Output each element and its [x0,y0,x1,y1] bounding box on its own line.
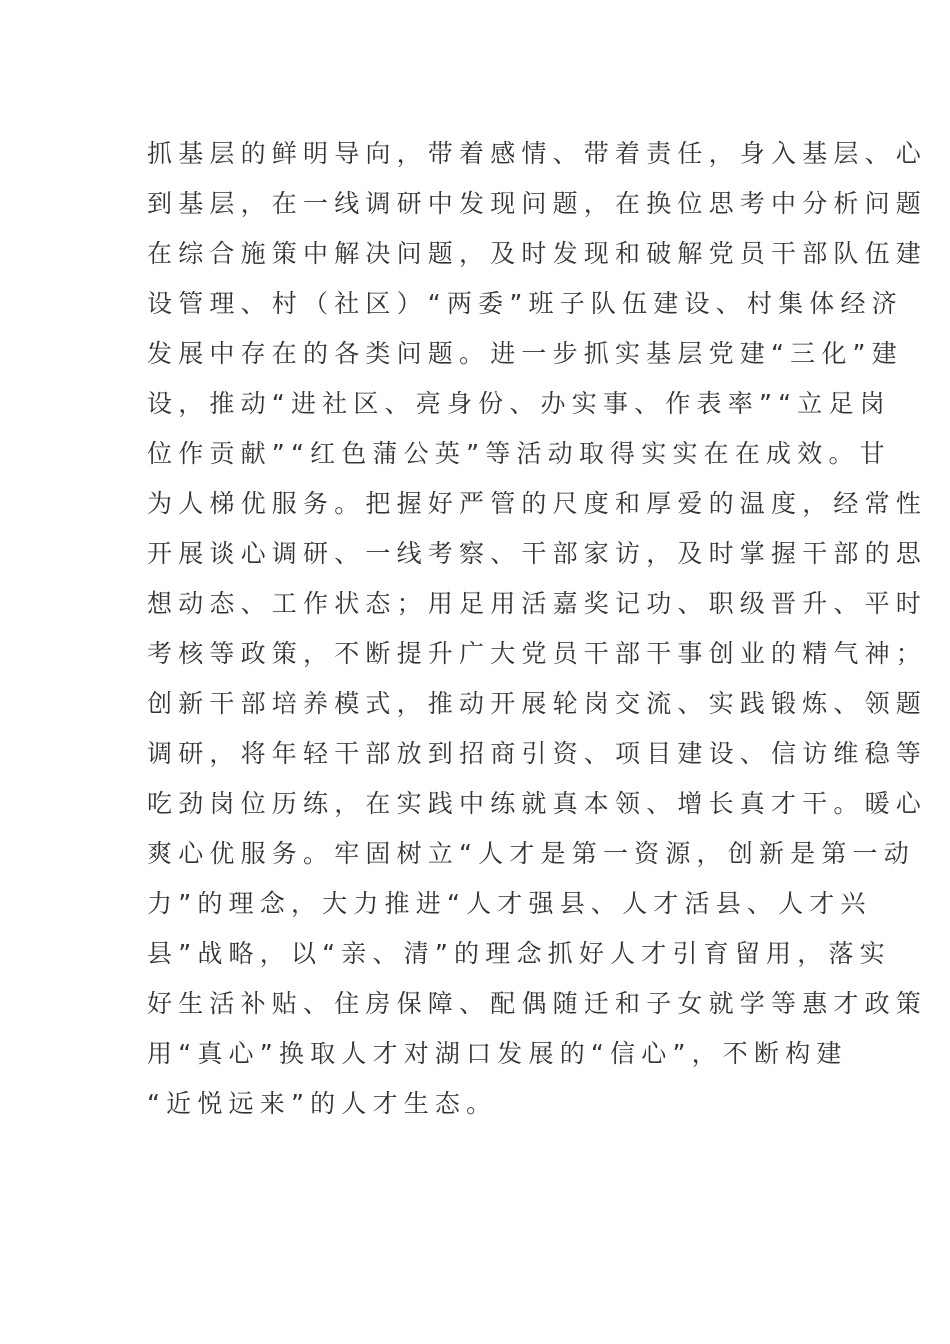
text-line: 调研，将年轻干部放到招商引资、项目建设、信访维稳等 [147,739,928,768]
text-line: 考核等政策，不断提升广大党员干部干事创业的精气神； [147,639,928,668]
text-line: 开展谈心调研、一线考察、干部家访，及时掌握干部的思 [147,539,928,568]
body-paragraph [147,134,928,1134]
text-line: 县”战略，以“亲、清”的理念抓好人才引育留用，落实 [147,939,891,968]
text-line: 在综合施策中解决问题，及时发现和破解党员干部队伍建 [147,239,928,268]
text-line: 好生活补贴、住房保障、配偶随迁和子女就学等惠才政策 [147,989,928,1018]
text-line: 爽心优服务。牢固树立“人才是第一资源，创新是第一动 [147,839,915,868]
text-line: 吃劲岗位历练，在实践中练就真本领、增长真才干。暖心 [147,789,928,818]
text-line: 用“真心”换取人才对湖口发展的“信心”，不断构建 [147,1039,848,1068]
text-line: 想动态、工作状态；用足用活嘉奖记功、职级晋升、平时 [147,589,928,618]
text-line: 抓基层的鲜明导向，带着感情、带着责任，身入基层、心 [147,139,928,168]
text-line: 发展中存在的各类问题。进一步抓实基层党建“三化”建 [147,339,903,368]
text-line: 位作贡献”“红色蒲公英”等活动取得实实在在成效。甘 [147,439,891,468]
text-line: 到基层，在一线调研中发现问题，在换位思考中分析问题 [147,189,928,218]
text-line: 为人梯优服务。把握好严管的尺度和厚爱的温度，经常性 [147,489,928,518]
text-line: 设管理、村（社区）“两委”班子队伍建设、村集体经济 [147,289,903,318]
text-line: 力”的理念，大力推进“人才强县、人才活县、人才兴 [147,889,872,918]
text-line: 设，推动“进社区、亮身份、办实事、作表率”“立足岗 [147,389,891,418]
text-line: 创新干部培养模式，推动开展轮岗交流、实践锻炼、领题 [147,689,928,718]
text-line: “近悦远来”的人才生态。 [147,1089,498,1118]
